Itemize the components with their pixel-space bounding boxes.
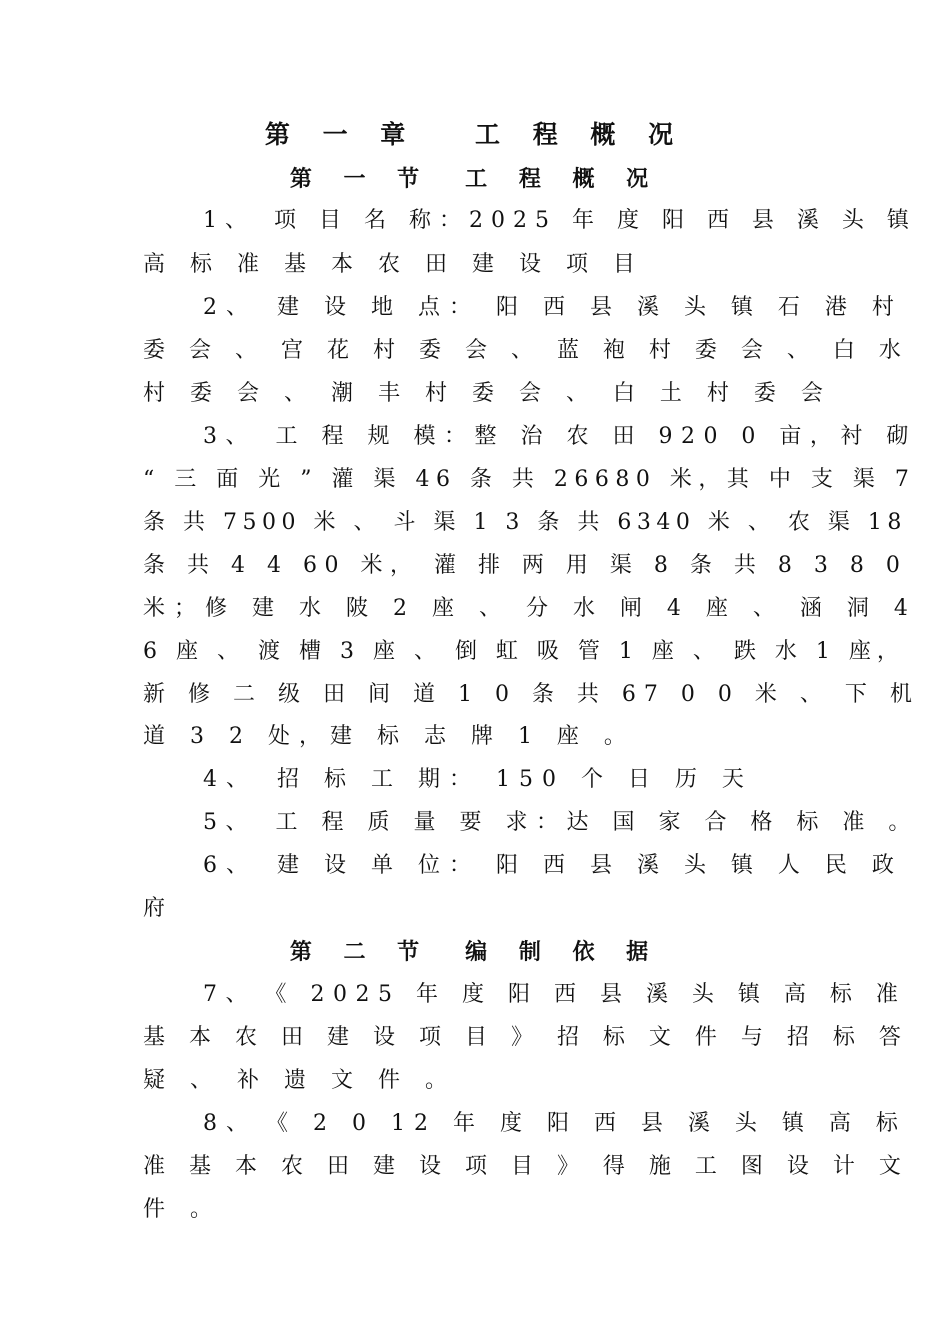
paragraph-line: 8、 《 2 0 12 年 度 阳 西 县 溪 头 镇 高 标 — [203, 1111, 907, 1136]
paragraph-line: 基 本 农 田 建 设 项 目 》 招 标 文 件 与 招 标 答 — [143, 1025, 910, 1050]
paragraph-line: 1、 项 目 名 称：2025 年 度 阳 西 县 溪 头 镇 — [203, 208, 917, 233]
paragraph-line: 委 会 、 宫 花 村 委 会 、 蓝 袍 村 委 会 、 白 水 — [143, 338, 910, 363]
paragraph-line: 6 座 、 渡 槽 3 座 、 倒 虹 吸 管 1 座 、 跌 水 1 座， — [143, 639, 905, 664]
paragraph-line: 3、 工 程 规 模：整 治 农 田 920 0 亩，衬 砌 — [203, 424, 917, 449]
section-title: 第 一 节 工 程 概 况 — [289, 166, 661, 192]
paragraph-line: 条 共 7500 米 、 斗 渠 1 3 条 共 6340 米 、 农 渠 18 — [143, 510, 907, 535]
paragraph-line: 准 基 本 农 田 建 设 项 目 》 得 施 工 图 设 计 文 — [143, 1154, 910, 1179]
paragraph-line: 新 修 二 级 田 间 道 1 0 条 共 67 0 0 米 、 下 机 — [143, 682, 920, 707]
paragraph-line: 高 标 准 基 本 农 田 建 设 项 目 — [143, 252, 644, 277]
section-title: 第 二 节 编 制 依 据 — [289, 939, 661, 965]
chapter-title: 第 一 章 工 程 概 况 — [264, 120, 686, 149]
paragraph-line: 疑 、 补 遗 文 件 。 — [143, 1068, 456, 1093]
paragraph-line: 5、 工 程 质 量 要 求：达 国 家 合 格 标 准 。 — [203, 810, 919, 835]
paragraph-line: 2、 建 设 地 点： 阳 西 县 溪 头 镇 石 港 村 — [203, 295, 903, 320]
paragraph-line: 4、 招 标 工 期： 150 个 日 历 天 — [203, 767, 753, 792]
paragraph-line: 道 3 2 处，建 标 志 牌 1 座 。 — [143, 724, 635, 749]
paragraph-line: 府 — [143, 896, 175, 921]
paragraph-line: 6、 建 设 单 位： 阳 西 县 溪 头 镇 人 民 政 — [203, 853, 903, 878]
paragraph-line: 村 委 会 、 潮 丰 村 委 会 、 白 土 村 委 会 — [143, 381, 832, 406]
paragraph-line: 件 。 — [143, 1197, 221, 1222]
paragraph-line: 7、 《 2025 年 度 阳 西 县 溪 头 镇 高 标 准 — [203, 982, 907, 1007]
paragraph-line: 米；修 建 水 陂 2 座 、 分 水 闸 4 座 、 涵 洞 4 — [143, 596, 917, 621]
paragraph-line: “ 三 面 光 ” 灌 渠 46 条 共 26680 米，其 中 支 渠 7 — [143, 467, 916, 492]
paragraph-line: 条 共 4 4 60 米， 灌 排 两 用 渠 8 条 共 8 3 8 0 — [143, 553, 908, 578]
